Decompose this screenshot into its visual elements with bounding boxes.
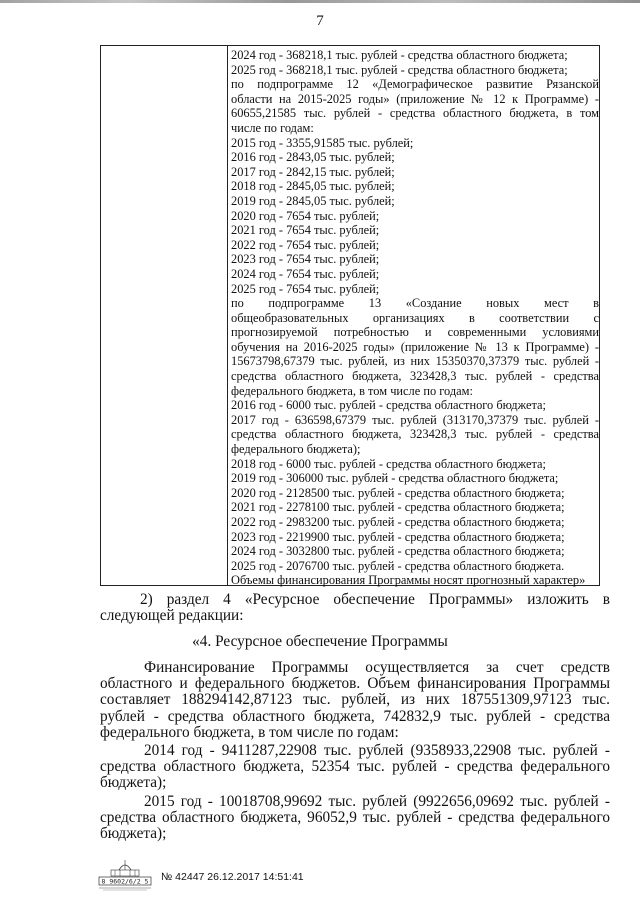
- registration-stamp: № 42447 26.12.2017 14:51:41: [161, 871, 304, 883]
- svg-text:8 9602/6/2 5: 8 9602/6/2 5: [101, 877, 149, 886]
- paragraph-line: средства областного бюджета, 96052,9 тыс. рублей - средства федерального: [100, 809, 610, 827]
- table-line: 2016 год - 6000 тыс. рублей - средства областного бюджета;: [231, 398, 546, 413]
- paragraph-line: 2014 год - 9411287,22908 тыс. рублей (9358933,22908 тыс. рублей -: [144, 742, 610, 759]
- table-line: по подпрограмме 12 «Демографическое развитие Рязанской: [231, 77, 599, 92]
- table-line: федерального бюджета, в том числе по годам:: [231, 383, 473, 398]
- table-line: 2021 год - 2278100 тыс. рублей - средства областного бюджета;: [231, 500, 565, 515]
- paragraph-line: средства областного бюджета, 52354 тыс. рублей - средства федерального: [100, 758, 610, 776]
- table-line: 2025 год - 7654 тыс. рублей;: [231, 281, 380, 296]
- page-number: 7: [316, 13, 324, 29]
- table-cell-text: [231, 48, 599, 588]
- table-line: числе по годам:: [231, 120, 314, 135]
- paragraph-line: Финансирование Программы осуществляется за счет средств: [144, 659, 610, 676]
- table-line: 2017 год - 636598,67379 тыс. рублей (313170,37379 тыс. рублей -: [231, 412, 599, 427]
- table-line: 2024 год - 368218,1 тыс. рублей - средства областного бюджета;: [231, 48, 568, 62]
- amendment-paragraph: [100, 592, 610, 624]
- table-line: средства областного бюджета, 323428,3 тыс. рублей - средства: [231, 427, 599, 442]
- table-line: 2024 год - 3032800 тыс. рублей - средства областного бюджета;: [231, 544, 565, 559]
- table-line: 2017 год - 2842,15 тыс. рублей;: [231, 164, 395, 179]
- table-line: 2024 год - 7654 тыс. рублей;: [231, 266, 380, 281]
- table-line: 60655,21585 тыс. рублей - средства областного бюджета, в том: [231, 106, 599, 121]
- column-divider: [227, 46, 228, 585]
- paragraph-line: областного и федерального бюджетов. Объем финансирования Программы: [100, 675, 610, 693]
- table-line: общеобразовательных организациях в соответствии с: [231, 310, 599, 325]
- table-line: Объемы финансирования Программы носят прогнозный характер»: [231, 573, 586, 588]
- table-line: 2023 год - 2219900 тыс. рублей - средства областного бюджета;: [231, 529, 565, 544]
- year-2014-paragraph: [100, 743, 610, 792]
- table-line: 2016 год - 2843,05 тыс. рублей;: [231, 150, 395, 165]
- table-line: 2025 год - 2076700 тыс. рублей - средства областного бюджета.: [231, 558, 565, 573]
- table-line: 2015 год - 3355,91585 тыс. рублей;: [231, 135, 414, 150]
- table-line: средства областного бюджета, 323428,3 тыс. рублей - средства: [231, 369, 599, 384]
- paragraph-line: федерального бюджета, в том числе по годам:: [100, 723, 399, 741]
- table-line: 2023 год - 7654 тыс. рублей;: [231, 252, 380, 267]
- table-line: прогнозируемой потребностью и современными условиями: [231, 325, 599, 340]
- table-line: 2020 год - 2128500 тыс. рублей - средства областного бюджета;: [231, 485, 565, 500]
- table-line: федерального бюджета);: [231, 442, 361, 457]
- amendment-line: 2) раздел 4 «Ресурсное обеспечение Программы» изложить в: [140, 591, 610, 608]
- table-line: 2019 год - 306000 тыс. рублей - средства областного бюджета;: [231, 471, 559, 486]
- table-line: 2019 год - 2845,05 тыс. рублей;: [231, 193, 395, 208]
- paragraph-line: бюджета);: [100, 774, 167, 792]
- document-footer: [97, 858, 357, 892]
- section-title: «4. Ресурсное обеспечение Программы: [192, 633, 448, 650]
- scan-edge: [0, 0, 640, 3]
- table-line: 15673798,67379 тыс. рублей, из них 15350370,37379 тыс. рублей -: [231, 354, 599, 369]
- paragraph-line: бюджета);: [100, 825, 167, 843]
- registry-logo-icon: [97, 858, 153, 892]
- table-line: 2018 год - 2845,05 тыс. рублей;: [231, 179, 395, 194]
- table-line: 2022 год - 7654 тыс. рублей;: [231, 237, 380, 252]
- financing-paragraph: [100, 660, 610, 741]
- table-line: 2021 год - 7654 тыс. рублей;: [231, 223, 380, 238]
- table-line: 2020 год - 7654 тыс. рублей;: [231, 208, 380, 223]
- table-line: области на 2015-2025 годы» (приложение № 12 к Программе) -: [231, 91, 599, 106]
- table-line: обучения на 2016-2025 годы» (приложение № 13 к Программе) -: [231, 339, 599, 354]
- year-2015-paragraph: [100, 794, 610, 843]
- table-line: по подпрограмме 13 «Создание новых мест в: [231, 296, 599, 311]
- paragraph-line: 2015 год - 10018708,99692 тыс. рублей (9922656,09692 тыс. рублей -: [144, 793, 610, 810]
- table-line: 2018 год - 6000 тыс. рублей - средства областного бюджета;: [231, 456, 546, 471]
- table-line: 2025 год - 368218,1 тыс. рублей - средства областного бюджета;: [231, 62, 568, 77]
- program-table: [100, 45, 600, 586]
- paragraph-line: составляет 188294142,87123 тыс. рублей, из них 187551309,97123 тыс.: [100, 691, 610, 709]
- amendment-line: следующей редакции:: [100, 607, 244, 624]
- table-line: 2022 год - 2983200 тыс. рублей - средства областного бюджета;: [231, 515, 565, 529]
- paragraph-line: рублей - средства областного бюджета, 742832,9 тыс. рублей - средства: [100, 707, 610, 725]
